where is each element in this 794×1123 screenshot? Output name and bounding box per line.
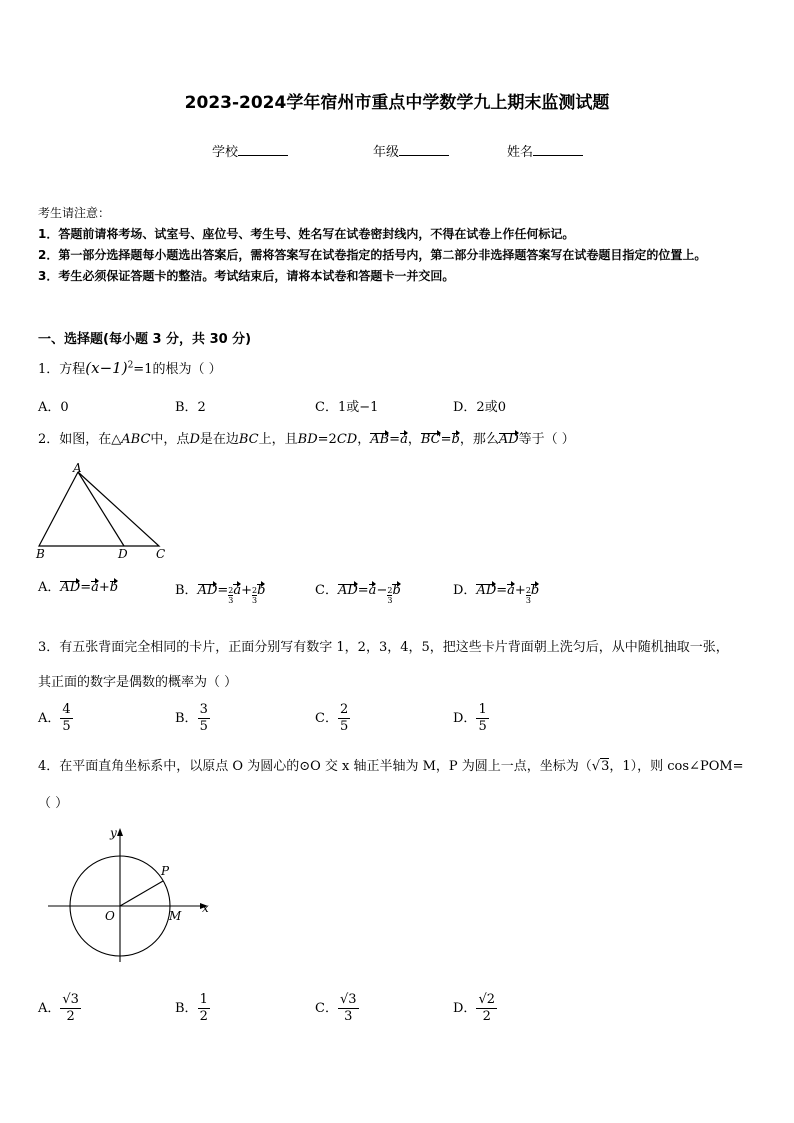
section-heading: 一、选择题(每小题 3 分，共 30 分)	[38, 332, 252, 347]
school-blank[interactable]	[238, 143, 288, 156]
text: −	[376, 583, 388, 598]
q4-option-a[interactable]	[38, 992, 81, 1025]
option-label: A．	[38, 711, 61, 726]
q2-text: 中，点	[150, 432, 190, 447]
vector: a	[507, 583, 515, 598]
q2-option-c[interactable]	[315, 576, 401, 605]
school-field	[212, 141, 288, 160]
q4-option-c[interactable]	[315, 992, 359, 1025]
option-label: C．	[315, 1001, 338, 1016]
text: =	[496, 583, 508, 598]
option-label: B．	[175, 583, 198, 598]
q2-text: =	[440, 432, 452, 447]
q4-option-d[interactable]	[453, 992, 497, 1025]
question-4-line-1	[38, 755, 744, 774]
label-p: P	[161, 864, 170, 878]
q2-text: 上，且	[258, 432, 298, 447]
option-label: C．	[315, 583, 338, 598]
q2-var: ABC	[121, 432, 151, 447]
text: =	[357, 583, 369, 598]
grade-blank[interactable]	[399, 143, 449, 156]
q2-vector: a	[400, 432, 408, 447]
option-label: C．	[315, 711, 338, 726]
text: +	[98, 580, 110, 595]
sqrt-value: 3	[601, 759, 610, 774]
circle-figure	[44, 822, 214, 967]
notes-heading: 考生请注意：	[38, 206, 111, 220]
q1-option-d[interactable]: D．2或0	[453, 400, 506, 415]
text: =	[80, 580, 92, 595]
q2-option-d[interactable]	[453, 576, 539, 605]
label-x: x	[202, 901, 209, 915]
vector: a	[91, 580, 99, 595]
option-label: A．	[38, 580, 61, 595]
q2-var: BD	[297, 432, 318, 447]
vector: AD	[476, 583, 497, 598]
vector: b	[392, 583, 401, 598]
label-y: y	[110, 826, 117, 840]
option-label: D．	[453, 1001, 477, 1016]
q1-exp: 2	[127, 360, 134, 371]
fraction: $\frac{2}{3}$	[525, 586, 531, 605]
option-label: B．	[175, 1001, 198, 1016]
grade-field	[373, 141, 449, 160]
vector: AD	[197, 583, 218, 598]
fraction: $\frac{3}{5}$	[199, 702, 208, 734]
label-o: O	[105, 909, 115, 923]
fraction: $\frac{2}{5}$	[339, 702, 349, 734]
q1-option-b[interactable]: B．2	[175, 400, 206, 415]
q2-vector: b	[451, 432, 460, 447]
label-b: B	[36, 547, 45, 560]
q2-vector: BC	[420, 432, 441, 447]
q4-text: ，1），则 cos∠POM=	[609, 759, 744, 774]
q3-option-a[interactable]	[38, 702, 73, 735]
vector: b	[257, 583, 266, 598]
q2-option-a[interactable]	[38, 576, 118, 595]
grade-label: 年级	[373, 145, 400, 160]
label-d: D	[118, 547, 128, 560]
notes-block	[38, 203, 758, 287]
text: +	[514, 583, 526, 598]
question-3-line-1: 3．有五张背面完全相同的卡片，正面分别写有数字 1，2，3，4，5，把这些卡片背面朝上洗匀后，从中随机抽取一张，	[38, 640, 729, 655]
q2-text: 等于（ ）	[518, 432, 575, 447]
fraction: $\frac{2}{3}$	[387, 586, 393, 605]
q2-var: CD	[336, 432, 358, 447]
q1-option-c[interactable]: C．1或−1	[315, 400, 379, 415]
fraction: $\frac{4}{5}$	[62, 702, 71, 734]
label-a: A	[73, 462, 82, 475]
vector: b	[530, 583, 540, 598]
vector: AD	[60, 580, 81, 595]
q2-text: ，那么	[459, 432, 499, 447]
fraction: $\frac{√3}{2}$	[62, 992, 79, 1024]
sqrt-sign: √	[591, 759, 601, 774]
option-label: D．	[453, 583, 477, 598]
q4-option-b[interactable]	[175, 992, 210, 1025]
q2-var: D	[189, 432, 200, 447]
note-item: 2．第一部分选择题每小题选出答案后，需将答案写在试卷指定的括号内，第二部分非选择题答案写在试卷题目指定的位置上。	[38, 248, 707, 262]
vector: b	[109, 580, 119, 595]
q2-text: 2．如图，在△	[38, 432, 122, 447]
q2-option-b[interactable]	[175, 576, 265, 605]
triangle-figure	[34, 462, 174, 560]
fraction: $\frac{2}{3}$	[252, 586, 258, 605]
vector: a	[233, 583, 242, 598]
question-2	[38, 428, 575, 447]
vector: AD	[337, 583, 358, 598]
label-c: C	[156, 547, 166, 560]
name-field	[507, 141, 583, 160]
q1-expr: (x−1)	[85, 359, 128, 377]
fraction: $\frac{1}{2}$	[199, 992, 208, 1024]
q1-prefix: 1．方程	[38, 362, 86, 377]
q3-option-d[interactable]	[453, 702, 489, 735]
q2-text: 是在边	[199, 432, 239, 447]
q3-option-b[interactable]	[175, 702, 210, 735]
q2-var: BC	[238, 432, 259, 447]
q2-text: ，	[407, 432, 421, 447]
text: +	[241, 583, 253, 598]
q1-suffix: =1的根为（ ）	[133, 362, 222, 377]
fraction: $\frac{√3}{3}$	[339, 992, 357, 1024]
q2-text: ，	[357, 432, 371, 447]
label-m: M	[169, 909, 182, 923]
vector: a	[368, 583, 377, 598]
option-label: B．	[175, 711, 198, 726]
question-4-line-2: （ ）	[38, 796, 69, 811]
note-item: 1．答题前请将考场、试室号、座位号、考生号、姓名写在试卷密封线内，不得在试卷上作任何标记。	[38, 227, 575, 241]
q1-option-a[interactable]: A．0	[38, 400, 69, 415]
name-label: 姓名	[507, 145, 534, 160]
option-label: D．	[453, 711, 477, 726]
q2-text: =2	[317, 432, 337, 447]
note-item: 3．考生必须保证答题卡的整洁。考试结束后，请将本试卷和答题卡一并交回。	[38, 269, 455, 283]
name-blank[interactable]	[533, 143, 583, 156]
q2-text: =	[389, 432, 401, 447]
text: =	[217, 583, 229, 598]
q2-vector: AB	[370, 432, 390, 447]
question-1	[38, 358, 222, 377]
fraction: $\frac{√2}{2}$	[478, 992, 495, 1024]
school-label: 学校	[212, 145, 239, 160]
q2-vector: AD	[498, 432, 519, 447]
fraction: $\frac{1}{5}$	[478, 702, 487, 734]
q4-text: 4．在平面直角坐标系中，以原点 O 为圆心的⊙O 交 x 轴正半轴为 M，P 为圆上一点，坐标为（	[38, 759, 592, 774]
q3-option-c[interactable]	[315, 702, 350, 735]
page-title: 2023-2024学年宿州市重点中学数学九上期末监测试题	[184, 93, 610, 113]
question-3-line-2: 其正面的数字是偶数的概率为（ ）	[38, 675, 238, 690]
fraction: $\frac{2}{3}$	[228, 586, 234, 605]
option-label: A．	[38, 1001, 61, 1016]
